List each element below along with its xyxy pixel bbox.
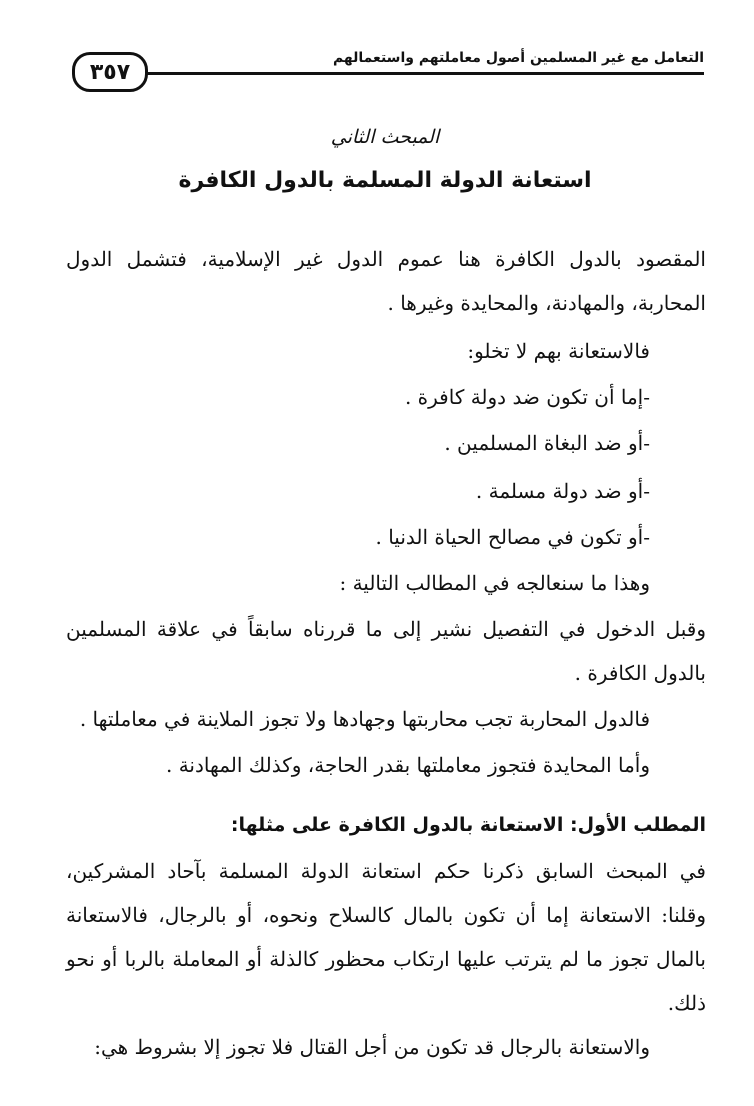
paragraph-line: ذلك.: [667, 991, 706, 1015]
paragraph-line: المقصود بالدول الكافرة هنا عموم الدول غير الإسلامية، فتشمل الدول: [66, 247, 706, 271]
list-item: -أو ضد البغاة المسلمين .: [444, 431, 650, 455]
section-title: استعانة الدولة المسلمة بالدول الكافرة: [178, 168, 592, 193]
list-item: -أو ضد دولة مسلمة .: [475, 479, 650, 503]
section-heading: المطلب الأول: الاستعانة بالدول الكافرة على مثلها:: [230, 814, 706, 836]
paragraph-line: وهذا ما سنعالجه في المطالب التالية :: [339, 571, 650, 595]
paragraph-line: وقلنا: الاستعانة إما أن تكون بالمال كالسلاح ونحوه، أو بالرجال، فالاستعانة: [66, 903, 706, 927]
header-rule: [132, 72, 704, 75]
paragraph-line: فالاستعانة بهم لا تخلو:: [467, 339, 650, 363]
paragraph-line: المحاربة، والمهادنة، والمحايدة وغيرها .: [387, 291, 706, 315]
paragraph-line: بالدول الكافرة .: [574, 661, 706, 685]
page-number: ٣٥٧: [72, 52, 148, 92]
paragraph-line: فالدول المحاربة تجب محاربتها وجهادها ولا تجوز الملاينة في معاملتها .: [79, 707, 650, 731]
paragraph-line: وأما المحايدة فتجوز معاملتها بقدر الحاجة، وكذلك المهادنة .: [165, 753, 650, 777]
paragraph-line: في المبحث السابق ذكرنا حكم استعانة الدولة المسلمة بآحاد المشركين،: [66, 859, 706, 883]
list-item: -أو تكون في مصالح الحياة الدنيا .: [375, 525, 650, 549]
list-item: -إما أن تكون ضد دولة كافرة .: [404, 385, 650, 409]
paragraph-line: بالمال تجوز ما لم يترتب عليها ارتكاب محظور كالذلة أو المعاملة بالربا أو نحو: [66, 947, 707, 971]
paragraph-line: والاستعانة بالرجال قد تكون من أجل القتال فلا تجوز إلا بشروط هي:: [94, 1035, 650, 1059]
section-subtitle: المبحث الثاني: [330, 126, 440, 148]
page-header: [72, 40, 704, 90]
paragraph-line: وقبل الدخول في التفصيل نشير إلى ما قررناه سابقاً في علاقة المسلمين: [66, 617, 706, 641]
running-title: التعامل مع غير المسلمين أصول معاملتهم واستعمالهم: [332, 50, 704, 66]
